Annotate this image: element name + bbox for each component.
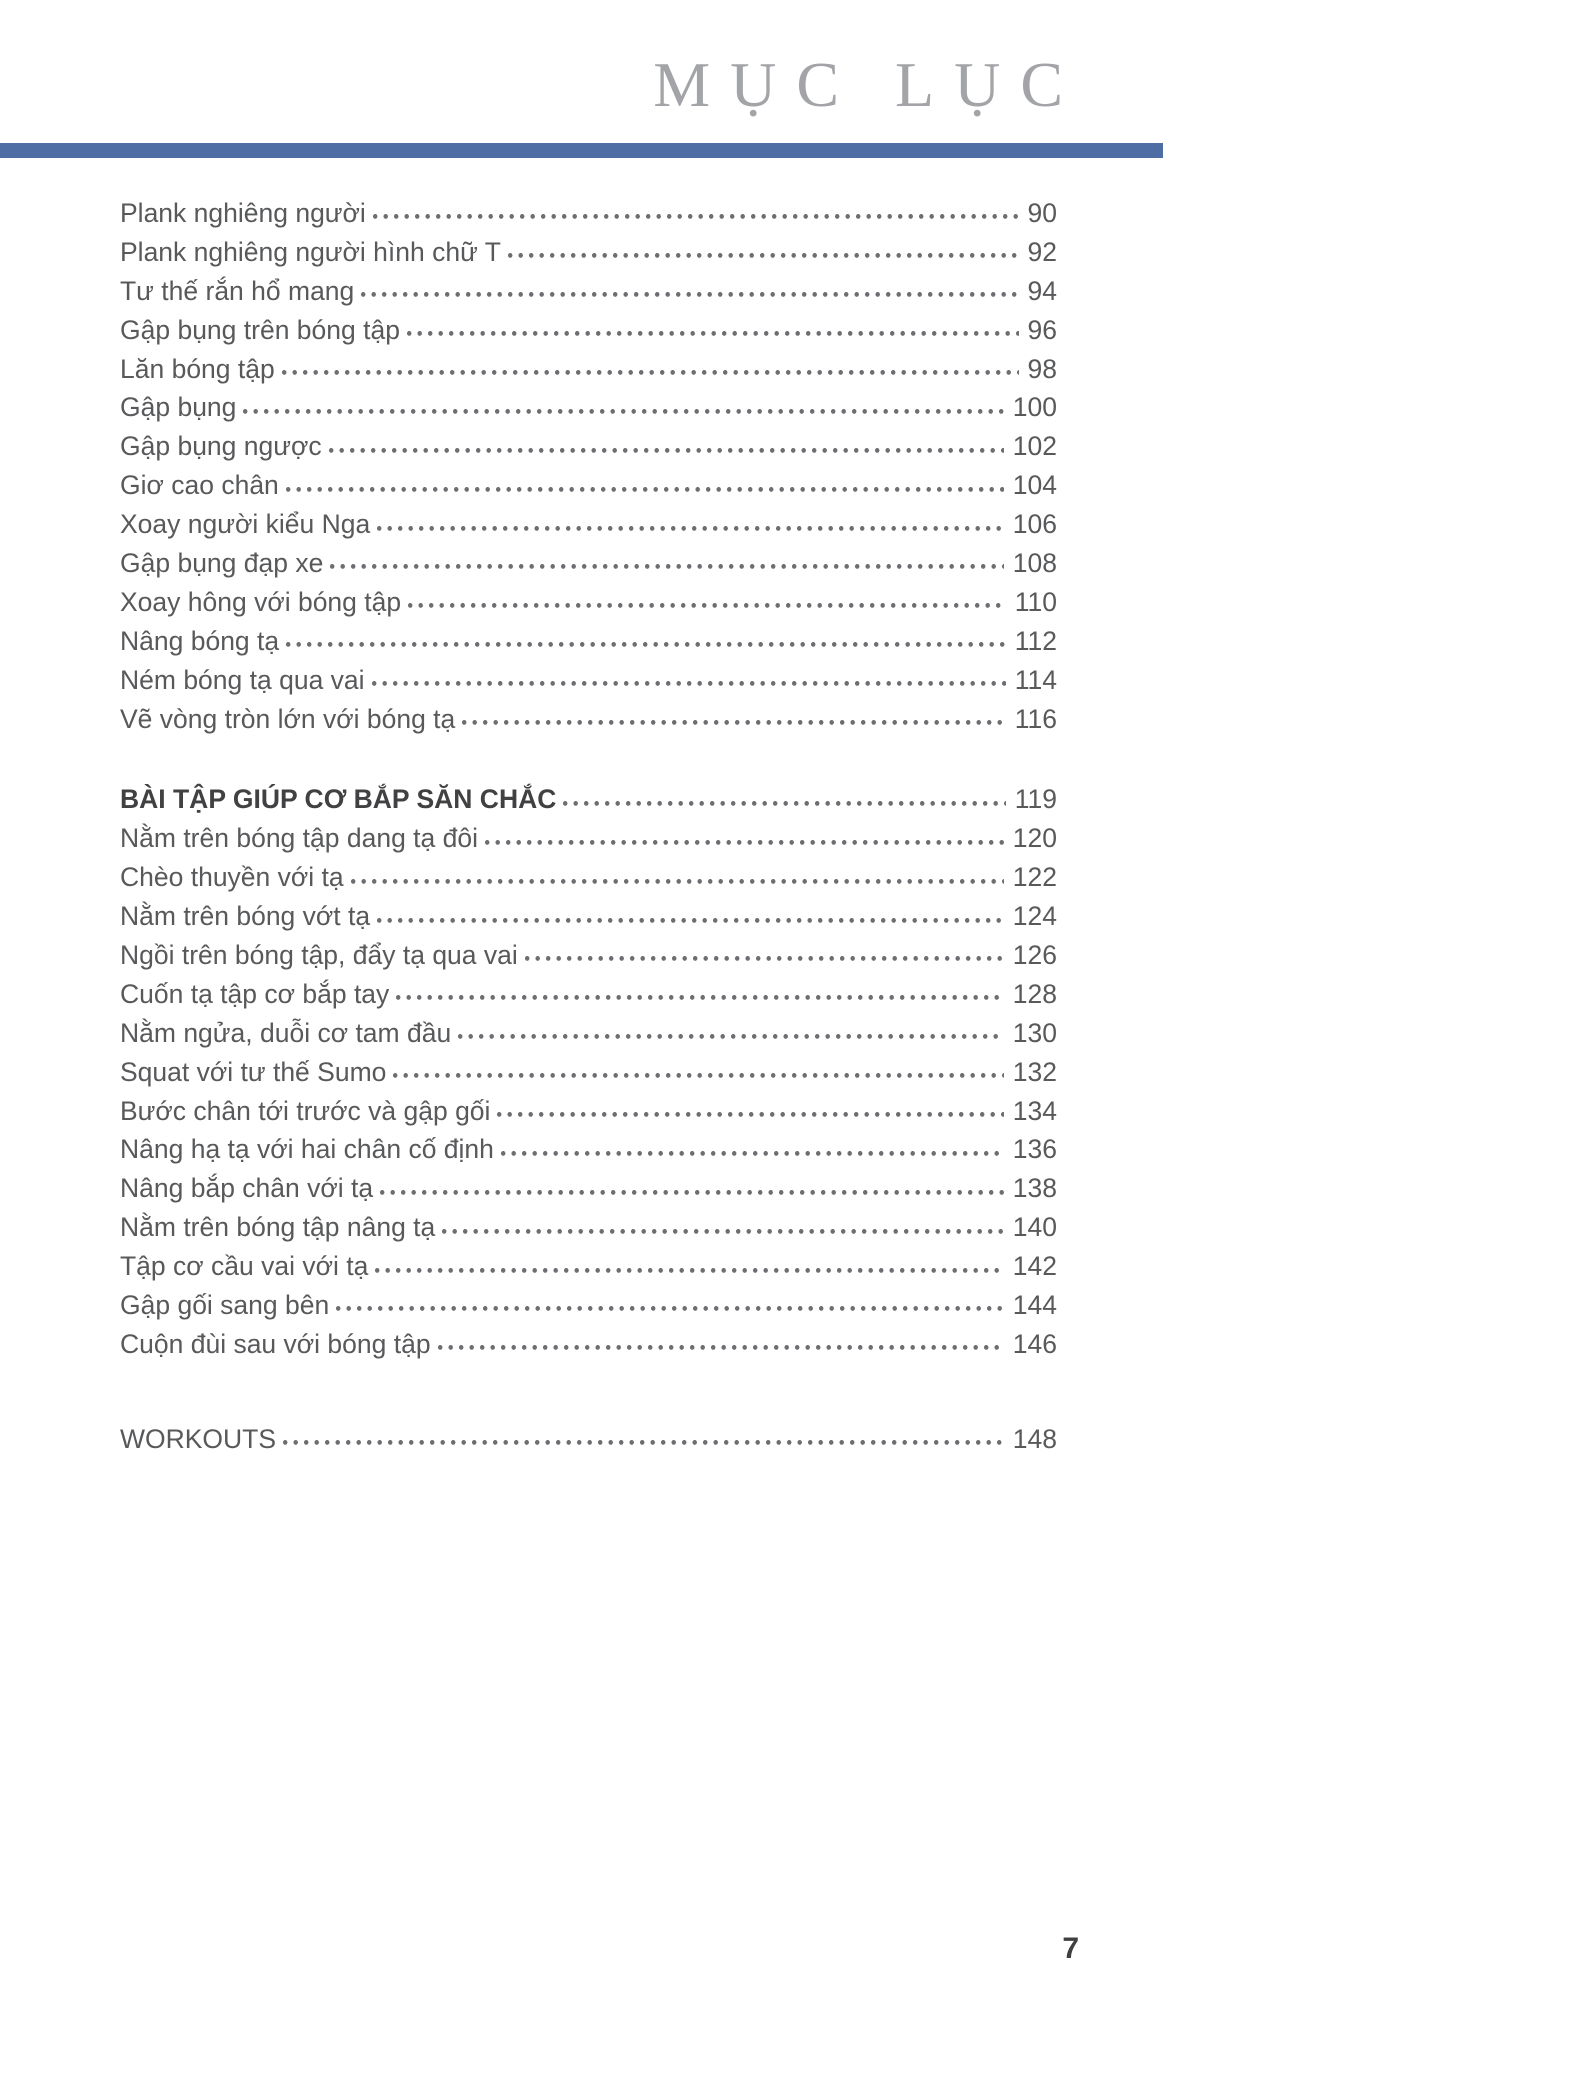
dot-leader bbox=[396, 973, 1003, 1003]
toc-entry-label: Nằm trên bóng tập dang tạ đôi bbox=[120, 823, 478, 854]
dot-leader bbox=[329, 425, 1004, 455]
toc-entry-page: 146 bbox=[1012, 1328, 1057, 1359]
toc-entry-label: Ném bóng tạ qua vai bbox=[120, 664, 365, 695]
toc-entry-page: 144 bbox=[1012, 1290, 1057, 1321]
toc-entry-label: Xoay hông với bóng tập bbox=[120, 586, 402, 617]
toc-section-header bbox=[120, 1418, 1057, 1457]
toc-entry-label: Ngồi trên bóng tập, đẩy tạ qua vai bbox=[120, 940, 518, 971]
toc-entry-label: Tư thế rắn hổ mang bbox=[120, 275, 355, 306]
toc-entry-page: 104 bbox=[1012, 470, 1057, 501]
toc-entry-page: 98 bbox=[1027, 353, 1057, 384]
toc-entry-page: 148 bbox=[1012, 1423, 1057, 1454]
toc-entry bbox=[120, 973, 1057, 1012]
toc-entry bbox=[120, 464, 1057, 503]
toc-entry bbox=[120, 934, 1057, 973]
toc-entry-page: 128 bbox=[1012, 978, 1057, 1009]
page-title: MỤC LỤC bbox=[653, 49, 1083, 120]
toc-entry bbox=[120, 1206, 1057, 1245]
toc-entry bbox=[120, 1167, 1057, 1206]
dot-leader bbox=[525, 934, 1004, 964]
dot-leader bbox=[351, 856, 1004, 886]
dot-leader bbox=[458, 1012, 1004, 1042]
toc-entry bbox=[120, 817, 1057, 856]
toc-entry-label: Vẽ vòng tròn lớn với bóng tạ bbox=[120, 703, 456, 734]
toc-entry-page: 138 bbox=[1012, 1173, 1057, 1204]
toc-entry-page: 90 bbox=[1027, 198, 1057, 228]
toc-entry-label: Nằm trên bóng tập nâng tạ bbox=[120, 1212, 436, 1243]
toc-entry-label: Gập bụng đạp xe bbox=[120, 548, 324, 579]
toc-entry-label: Gập bụng ngược bbox=[120, 431, 322, 462]
dot-leader bbox=[372, 659, 1006, 689]
toc-entry-page: 100 bbox=[1012, 392, 1057, 423]
dot-leader bbox=[361, 270, 1018, 300]
toc-entry-page: 112 bbox=[1014, 625, 1057, 656]
toc-entry-page: 108 bbox=[1012, 548, 1057, 579]
toc-entry bbox=[120, 620, 1057, 659]
dot-leader bbox=[407, 309, 1019, 339]
dot-leader bbox=[508, 231, 1019, 261]
dot-leader bbox=[243, 386, 1003, 416]
dot-leader bbox=[336, 1284, 1004, 1314]
toc-entry-page: 134 bbox=[1012, 1095, 1057, 1126]
toc-entry-label: Cuộn đùi sau với bóng tập bbox=[120, 1328, 431, 1359]
toc-entry-label: Chèo thuyền với tạ bbox=[120, 862, 344, 893]
toc-entry-page: 96 bbox=[1027, 314, 1057, 345]
toc-entry bbox=[120, 386, 1057, 425]
dot-leader bbox=[438, 1323, 1004, 1353]
toc-entry-label: Plank nghiêng người bbox=[120, 198, 366, 228]
title-divider-bar bbox=[0, 143, 1163, 158]
toc-entry-page: 132 bbox=[1012, 1056, 1057, 1087]
toc-entry-page: 140 bbox=[1012, 1212, 1057, 1243]
toc-entry-label: Nâng bắp chân với tạ bbox=[120, 1173, 374, 1204]
toc-entry-page: 106 bbox=[1012, 509, 1057, 540]
toc-entry bbox=[120, 309, 1057, 348]
toc-entry bbox=[120, 503, 1057, 542]
toc-entry bbox=[120, 270, 1057, 309]
toc-entry-label: Gập bụng bbox=[120, 392, 237, 423]
dot-leader bbox=[442, 1206, 1004, 1236]
dot-leader bbox=[373, 192, 1019, 222]
toc-list bbox=[120, 192, 1057, 1457]
toc-entry-label: Cuốn tạ tập cơ bắp tay bbox=[120, 978, 390, 1009]
dot-leader bbox=[375, 1245, 1003, 1275]
toc-section-header bbox=[120, 778, 1057, 817]
toc-entry-label: Lăn bóng tập bbox=[120, 353, 275, 384]
toc-entry bbox=[120, 1090, 1057, 1129]
toc-entry bbox=[120, 698, 1057, 737]
dot-leader bbox=[377, 895, 1004, 925]
toc-entry-label: Tập cơ cầu vai với tạ bbox=[120, 1251, 369, 1282]
dot-leader bbox=[330, 542, 1003, 572]
dot-leader bbox=[563, 778, 1005, 808]
dot-leader bbox=[283, 1418, 1004, 1448]
toc-entry-label: Bước chân tới trước và gập gối bbox=[120, 1095, 491, 1126]
dot-leader bbox=[286, 620, 1006, 650]
toc-entry-page: 120 bbox=[1012, 823, 1057, 854]
toc-entry bbox=[120, 192, 1057, 231]
toc-entry bbox=[120, 425, 1057, 464]
dot-leader bbox=[485, 817, 1004, 847]
toc-entry-label: Plank nghiêng người hình chữ T bbox=[120, 236, 501, 267]
toc-entry bbox=[120, 1323, 1057, 1362]
toc-entry bbox=[120, 856, 1057, 895]
toc-entry-page: 136 bbox=[1012, 1134, 1057, 1165]
toc-entry bbox=[120, 659, 1057, 698]
toc-entry-label: Nâng bóng tạ bbox=[120, 625, 280, 656]
toc-entry bbox=[120, 1284, 1057, 1323]
dot-leader bbox=[501, 1128, 1004, 1158]
toc-entry bbox=[120, 542, 1057, 581]
toc-entry-page: 110 bbox=[1014, 586, 1057, 617]
page-number: 7 bbox=[1062, 1932, 1079, 1965]
toc-entry-page: 102 bbox=[1012, 431, 1057, 462]
toc-entry-page: 122 bbox=[1012, 862, 1057, 893]
toc-entry-page: 124 bbox=[1012, 901, 1057, 932]
dot-leader bbox=[393, 1051, 1003, 1081]
toc-entry-page: 119 bbox=[1014, 784, 1057, 815]
dot-leader bbox=[408, 581, 1006, 611]
toc-entry-label: Nâng hạ tạ với hai chân cố định bbox=[120, 1134, 494, 1165]
toc-entry-label: Gập gối sang bên bbox=[120, 1290, 330, 1321]
toc-entry-page: 94 bbox=[1027, 275, 1057, 306]
dot-leader bbox=[282, 348, 1019, 378]
toc-entry-label: BÀI TẬP GIÚP CƠ BẮP SĂN CHẮC bbox=[120, 784, 557, 815]
toc-entry-label: Xoay người kiểu Nga bbox=[120, 509, 371, 540]
toc-entry bbox=[120, 1051, 1057, 1090]
dot-leader bbox=[286, 464, 1004, 494]
toc-entry bbox=[120, 895, 1057, 934]
toc-entry-page: 142 bbox=[1012, 1251, 1057, 1282]
toc-entry bbox=[120, 348, 1057, 387]
dot-leader bbox=[377, 503, 1004, 533]
dot-leader bbox=[462, 698, 1005, 728]
toc-entry bbox=[120, 581, 1057, 620]
toc-entry-page: 126 bbox=[1012, 940, 1057, 971]
dot-leader bbox=[497, 1090, 1003, 1120]
toc-entry bbox=[120, 1012, 1057, 1051]
dot-leader bbox=[380, 1167, 1004, 1197]
toc-entry bbox=[120, 231, 1057, 270]
toc-entry-label: Nằm trên bóng vớt tạ bbox=[120, 901, 371, 932]
toc-entry-label: Squat với tư thế Sumo bbox=[120, 1056, 387, 1087]
toc-entry bbox=[120, 1128, 1057, 1167]
toc-entry-label: Gập bụng trên bóng tập bbox=[120, 314, 400, 345]
toc-entry-page: 116 bbox=[1014, 703, 1057, 734]
toc-entry-page: 130 bbox=[1012, 1017, 1057, 1048]
toc-entry-label: WORKOUTS bbox=[120, 1423, 277, 1454]
toc-entry-page: 114 bbox=[1014, 664, 1057, 695]
toc-entry-label: Nằm ngửa, duỗi cơ tam đầu bbox=[120, 1017, 452, 1048]
toc-entry-page: 92 bbox=[1027, 236, 1057, 267]
toc-entry-label: Giơ cao chân bbox=[120, 470, 279, 501]
toc-entry bbox=[120, 1245, 1057, 1284]
